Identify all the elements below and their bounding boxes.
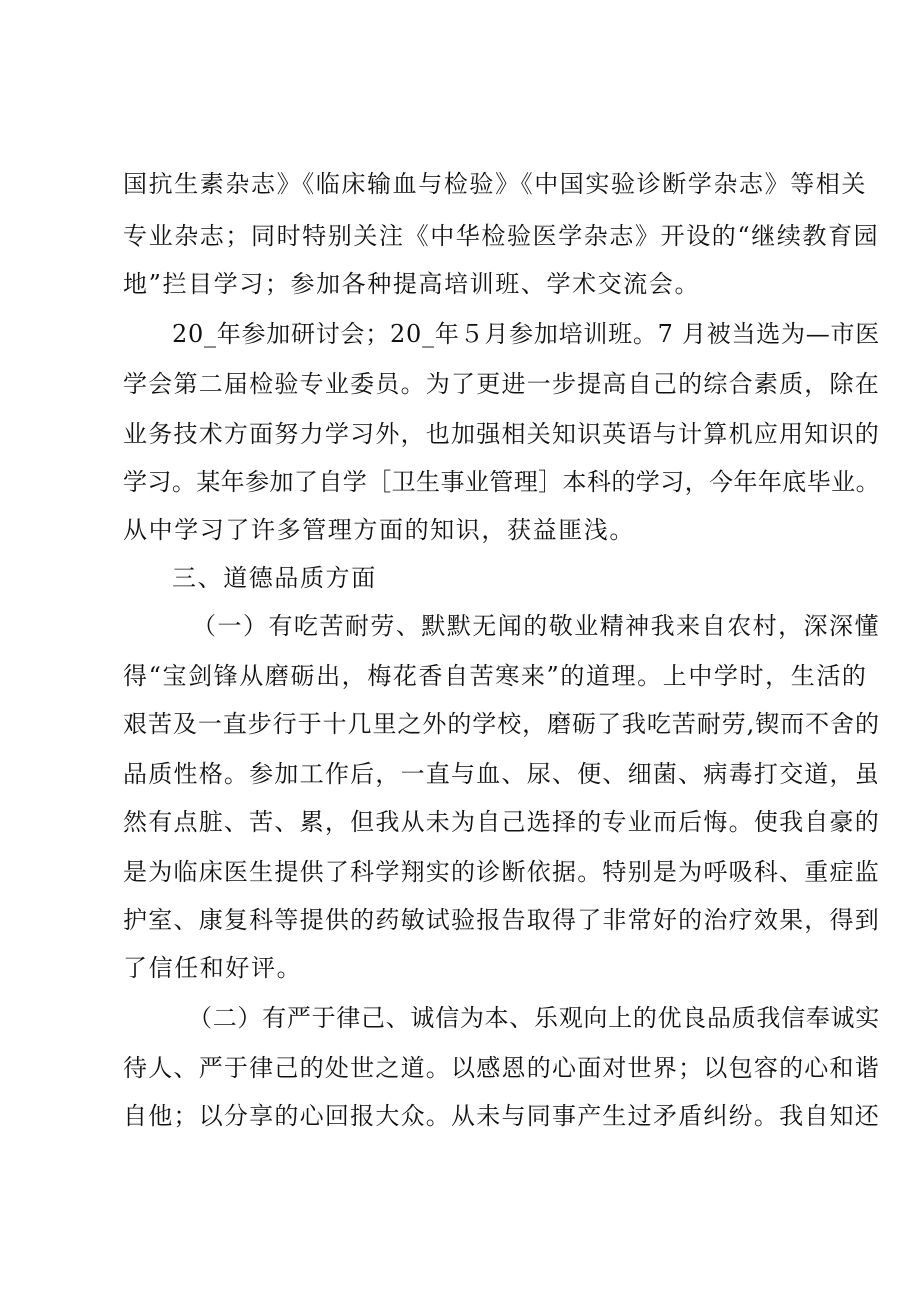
paragraph-3-line-5: 然有点脏、苦、累，但我从未为自己选择的专业而后悔。使我自豪的 [123, 808, 880, 836]
paragraph-2-line-3: 业务技术方面努力学习外，也加强相关知识英语与计算机应用知识的 [123, 420, 880, 448]
section-heading: 三、道德品质方面 [172, 564, 377, 592]
paragraph-4-line-3: 自他；以分享的心回报大众。从未与同事产生过矛盾纠纷。我自知还 [123, 1102, 880, 1130]
paragraph-3-line-7: 护室、康复科等提供的药敏试验报告取得了非常好的治疗效果，得到 [123, 906, 880, 934]
paragraph-3-line-6: 是为临床医生提供了科学翔实的诊断依据。特别是为呼吸科、重症监 [123, 858, 880, 886]
paragraph-2-line-2: 学会第二届检验专业委员。为了更进一步提高自己的综合素质，除在 [123, 370, 880, 398]
paragraph-3-line-1: （一）有吃苦耐劳、默默无闻的敬业精神我来自农村，深深懂 [192, 612, 880, 640]
paragraph-3-line-2: 得“宝剑锋从磨砺出，梅花香自苦寒来”的道理。上中学时，生活的 [123, 662, 868, 690]
paragraph-2-line-1: 20_年参加研讨会；20_年５月参加培训班。7 月被当选为—市医 [172, 320, 880, 348]
paragraph-1-line-2: 专业杂志；同时特别关注《中华检验医学杂志》开设的“继续教育园 [123, 222, 880, 250]
paragraph-1-line-3: 地”拦目学习；参加各种提高培训班、学术交流会。 [123, 270, 701, 298]
paragraph-1-line-1: 国抗生素杂志》《临床输血与检验》《中国实验诊断学杂志》等相关 [123, 170, 867, 198]
paragraph-2-line-5: 从中学习了许多管理方面的知识，获益匪浅。 [123, 516, 635, 544]
paragraph-4-line-1: （二）有严于律己、诚信为本、乐观向上的优良品质我信奉诚实 [188, 1004, 880, 1032]
paragraph-2-line-4: 学习。某年参加了自学［卫生事业管理］本科的学习，今年年底毕业。 [123, 468, 880, 496]
paragraph-3-line-3: 艰苦及一直步行于十几里之外的学校，磨砺了我吃苦耐劳,锲而不舍的 [123, 710, 880, 738]
paragraph-3-line-8: 了信任和好评。 [123, 954, 303, 982]
paragraph-4-line-2: 待人、严于律己的处世之道。以感恩的心面对世界；以包容的心和谐 [123, 1054, 880, 1082]
paragraph-3-line-4: 品质性格。参加工作后，一直与血、尿、便、细菌、病毒打交道，虽 [123, 760, 880, 788]
